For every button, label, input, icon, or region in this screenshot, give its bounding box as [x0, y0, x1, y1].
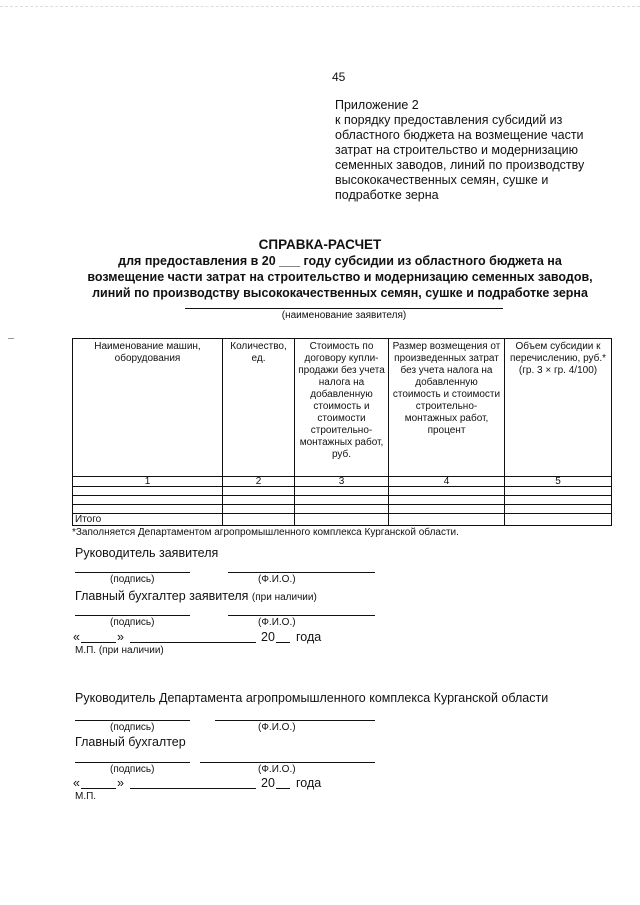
- column-header: Количество, ед.: [223, 339, 295, 477]
- column-number: 1: [73, 477, 223, 487]
- department-chief-accountant: Главный бухгалтер: [75, 735, 186, 749]
- table-cell: [73, 505, 223, 514]
- date-year-line: [276, 642, 290, 643]
- name-caption: (Ф.И.О.): [258, 617, 296, 628]
- date-month-line: [130, 788, 256, 789]
- column-header: Стоимость по договору купли-продажи без учета налога на добавленную стоимость и стоимости строительно-монтажных работ, руб.: [295, 339, 389, 477]
- table-row: [73, 505, 612, 514]
- column-number: 3: [295, 477, 389, 487]
- table-cell: [389, 514, 505, 526]
- signature-line: [75, 720, 190, 721]
- date-year-suffix: года: [296, 630, 322, 644]
- applicant-name-caption: (наименование заявителя): [281, 310, 407, 321]
- appendix-line: семенных заводов, линий по производству: [335, 158, 585, 172]
- table-cell: [223, 496, 295, 505]
- signature-line: [75, 615, 190, 616]
- date-year-suffix: года: [296, 776, 322, 790]
- signature-caption: (подпись): [110, 617, 155, 628]
- signature-caption: (подпись): [110, 574, 155, 585]
- signature-caption: (подпись): [110, 722, 155, 733]
- date-day-line: [81, 788, 116, 789]
- calculation-table: [72, 338, 612, 526]
- date-close-quote: »: [117, 776, 124, 790]
- table-cell: [223, 505, 295, 514]
- applicant-name-line: [185, 308, 503, 309]
- appendix-line: областного бюджета на возмещение части: [335, 128, 584, 142]
- table-row: [73, 496, 612, 505]
- date-year-line: [276, 788, 290, 789]
- table-cell: [295, 487, 389, 496]
- table-cell: [223, 514, 295, 526]
- column-header: Размер возмещения от произведенных затрат без учета налога на добавленную стоимость и стоимости строительно-монтажных работ, процент: [389, 339, 505, 477]
- document-subtitle: [65, 253, 615, 301]
- column-number: 2: [223, 477, 295, 487]
- table-cell: [295, 496, 389, 505]
- date-open-quote: «: [73, 630, 80, 644]
- column-header: Объем субсидии к перечислению, руб.* (гр. 3 × гр. 4/100): [505, 339, 612, 477]
- appendix-line: затрат на строительство и модернизацию: [335, 143, 578, 157]
- stamp-note: М.П. (при наличии): [75, 645, 164, 656]
- name-caption: (Ф.И.О.): [258, 764, 296, 775]
- applicant-chief-accountant: [75, 589, 317, 603]
- table-total-row: [73, 514, 612, 526]
- table-header-row: [73, 339, 612, 477]
- table-cell: [295, 505, 389, 514]
- subtitle-line: линий по производству высококачественных семян, сушке и подработке зерна: [92, 286, 588, 300]
- table-cell: [389, 496, 505, 505]
- date-close-quote: »: [117, 630, 124, 644]
- date-month-line: [130, 642, 256, 643]
- table-cell: [73, 496, 223, 505]
- chief-accountant-title: Главный бухгалтер заявителя: [75, 589, 249, 603]
- name-caption: (Ф.И.О.): [258, 574, 296, 585]
- name-line: [215, 720, 375, 721]
- margin-mark: [8, 338, 14, 339]
- signature-line: [75, 762, 190, 763]
- column-header: Наименование машин, оборудования: [73, 339, 223, 477]
- stamp-note: М.П.: [75, 791, 97, 802]
- column-number: 4: [389, 477, 505, 487]
- table-cell: [389, 505, 505, 514]
- date-year-prefix: 20: [261, 630, 275, 644]
- signature-caption: (подпись): [110, 764, 155, 775]
- date-open-quote: «: [73, 776, 80, 790]
- appendix-line: к порядку предоставления субсидий из: [335, 113, 563, 127]
- chief-accountant-note: (при наличии): [251, 592, 317, 603]
- table-cell: [223, 487, 295, 496]
- total-label: Итого: [73, 514, 223, 526]
- name-caption: (Ф.И.О.): [258, 722, 296, 733]
- subtitle-line: для предоставления в 20 ___ году субсидии из областного бюджета на: [118, 254, 562, 268]
- appendix-line: подработке зерна: [335, 188, 439, 202]
- document-title: СПРАВКА-РАСЧЕТ: [258, 237, 382, 252]
- date-year-prefix: 20: [261, 776, 275, 790]
- name-line: [228, 615, 375, 616]
- applicant-head-title: Руководитель заявителя: [75, 546, 219, 560]
- date-day-line: [81, 642, 116, 643]
- table-cell: [389, 487, 505, 496]
- table-footnote: *Заполняется Департаментом агропромышленного комплекса Курганской области.: [72, 527, 459, 538]
- appendix-title: Приложение 2: [335, 98, 419, 112]
- table-cell: [295, 514, 389, 526]
- appendix-line: высококачественных семян, сушке и: [335, 173, 549, 187]
- table-cell: [505, 487, 612, 496]
- table-row: [73, 487, 612, 496]
- appendix-block: [335, 98, 615, 203]
- column-number-row: [73, 477, 612, 487]
- subtitle-line: возмещение части затрат на строительство и модернизацию семенных заводов,: [87, 270, 593, 284]
- table-cell: [73, 487, 223, 496]
- table-cell: [505, 496, 612, 505]
- name-line: [228, 572, 375, 573]
- department-head-title: Руководитель Департамента агропромышленного комплекса Курганской области: [75, 691, 549, 705]
- scan-edge-artifact: [0, 6, 640, 7]
- column-number: 5: [505, 477, 612, 487]
- table-cell: [505, 505, 612, 514]
- signature-line: [75, 572, 190, 573]
- table-cell: [505, 514, 612, 526]
- name-line: [200, 762, 375, 763]
- page-number: 45: [332, 70, 346, 84]
